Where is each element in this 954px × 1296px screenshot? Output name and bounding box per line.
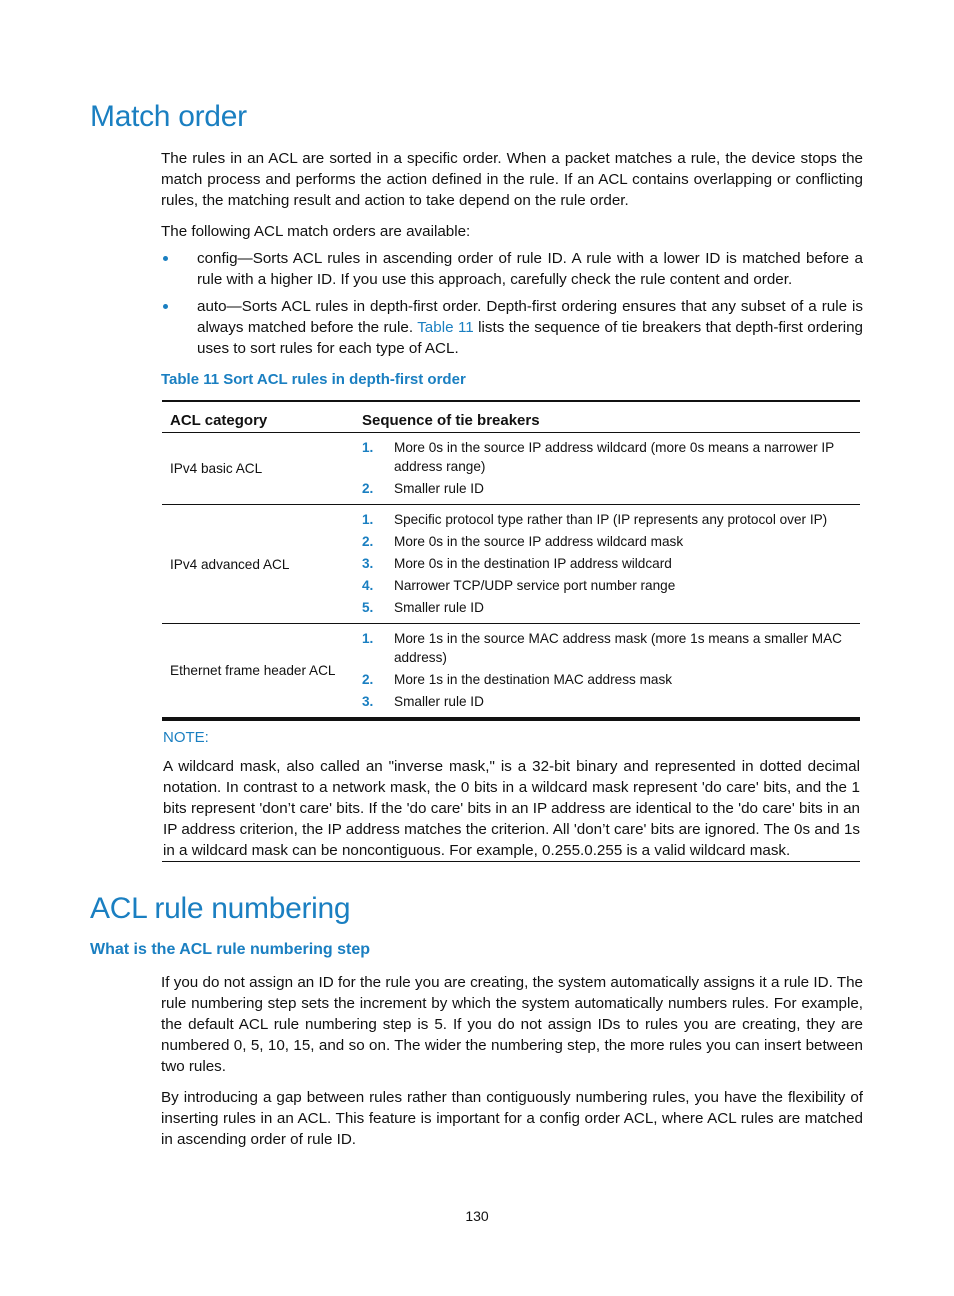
page-number: 130 [465,1208,489,1224]
step-text: Smaller rule ID [394,694,484,709]
step-number: 2. [362,672,374,687]
step-text: Smaller rule ID [394,481,484,496]
step-item [362,692,852,711]
column-header-sequence: Sequence of tie breakers [354,401,860,433]
paragraph: If you do not assign an ID for the rule you are creating, the system automatically assigns it a rule ID. The rule numbering step sets the increment by which the system automatically numbers rules. For example, the default ACL rule numbering step is 5. If you do not assign IDs to rules you are creating, they are numbered 0, 5, 10, 15, and so on. The wider the numbering step, the more rules you can insert between two rules. [161,974,863,1075]
step-text: Smaller rule ID [394,600,484,615]
paragraph: The rules in an ACL are sorted in a specific order. When a packet matches a rule, the device stops the match process and performs the action defined in the rule. If an ACL contains overlapping or conflicting rules, the matching result and action to take depend on the rule order. [161,150,863,209]
category-cell: Ethernet frame header ACL [162,624,354,719]
step-number: 1. [362,631,374,646]
step-number: 3. [362,556,374,571]
step-item [362,576,852,595]
step-item [362,532,852,551]
step-number: 1. [362,440,374,455]
step-number: 2. [362,534,374,549]
list-item-text: config—Sorts ACL rules in ascending order of rule ID. A rule with a lower ID is matched before a rule with a higher ID. If you use this approach, carefully check the rule content and order. [197,250,863,288]
list-item-text: auto—Sorts ACL rules in depth-first order. Depth-first ordering ensures that any subset of a rule is always matched before the rule. [197,298,863,336]
category-cell: IPv4 basic ACL [162,433,354,505]
steps-cell [354,433,860,505]
step-text: More 0s in the source IP address wildcard mask [394,534,684,549]
match-order-list [161,248,863,365]
steps-cell [354,624,860,719]
numbering-paragraph-2 [161,1087,863,1150]
subsection-title: What is the ACL rule numbering step [90,941,371,958]
intro-paragraph [161,148,863,211]
step-item [362,438,852,476]
step-item [362,510,852,529]
step-item [362,479,852,498]
step-number: 1. [362,512,374,527]
table-row [162,505,860,624]
table-caption: Table 11 Sort ACL rules in depth-first order [161,371,466,388]
step-text: More 0s in the source IP address wildcard (more 0s means a narrower IP address range) [394,440,834,474]
step-text: More 1s in the source MAC address mask (more 1s means a smaller MAC address) [394,631,842,665]
paragraph: The following ACL match orders are available: [161,223,471,240]
steps-cell [354,505,860,624]
note-text: A wildcard mask, also called an "inverse mask," is a 32-bit binary and represented in dotted decimal notation. In contrast to a network mask, the 0 bits in a wildcard mask represent 'do care' bits, and the 1 bits represent 'don’t care' bits. If the 'do care' bits in an IP address are identical to the 'do care' bits in an IP address criterion, the IP address matches the criterion. All 'don’t care' bits are ignored. The 0s and 1s in a wildcard mask can be noncontiguous. For example, 0.255.0.255 is a valid wildcard mask. [163,758,860,859]
step-item [362,670,852,689]
step-item [362,554,852,573]
match-orders-lead [161,221,863,242]
step-text: Specific protocol type rather than IP (IP represents any protocol over IP) [394,512,828,527]
step-item [362,629,852,667]
table-row [162,433,860,505]
paragraph: By introducing a gap between rules rather than contiguously numbering rules, you have the flexibility of inserting rules in an ACL. This feature is important for a config order ACL, where ACL rules are matched in ascending order of rule ID. [161,1089,863,1148]
numbering-paragraph-1 [161,972,863,1077]
step-text: Narrower TCP/UDP service port number range [394,578,676,593]
list-item-auto [161,296,863,359]
category-cell: IPv4 advanced ACL [162,505,354,624]
section-title-acl-rule-numbering: ACL rule numbering [90,892,351,925]
section-title-match-order: Match order [90,100,247,133]
table-header-row [162,401,860,433]
table-11-link[interactable]: Table 11 [417,319,474,336]
bullet-icon [163,304,168,309]
note-box [162,720,860,862]
acl-sort-table [162,400,860,720]
step-number: 3. [362,694,374,709]
list-item-config [161,248,863,290]
table-row [162,624,860,719]
bullet-icon [163,256,168,261]
step-number: 5. [362,600,374,615]
step-number: 2. [362,481,374,496]
column-header-category: ACL category [162,401,354,433]
step-number: 4. [362,578,374,593]
step-item [362,598,852,617]
step-text: More 0s in the destination IP address wildcard [394,556,672,571]
list-item-text: lists the sequence of tie breakers that depth-first ordering uses to sort rules for each type of ACL. [197,319,863,357]
step-text: More 1s in the destination MAC address mask [394,672,673,687]
note-label: NOTE: [163,729,209,746]
